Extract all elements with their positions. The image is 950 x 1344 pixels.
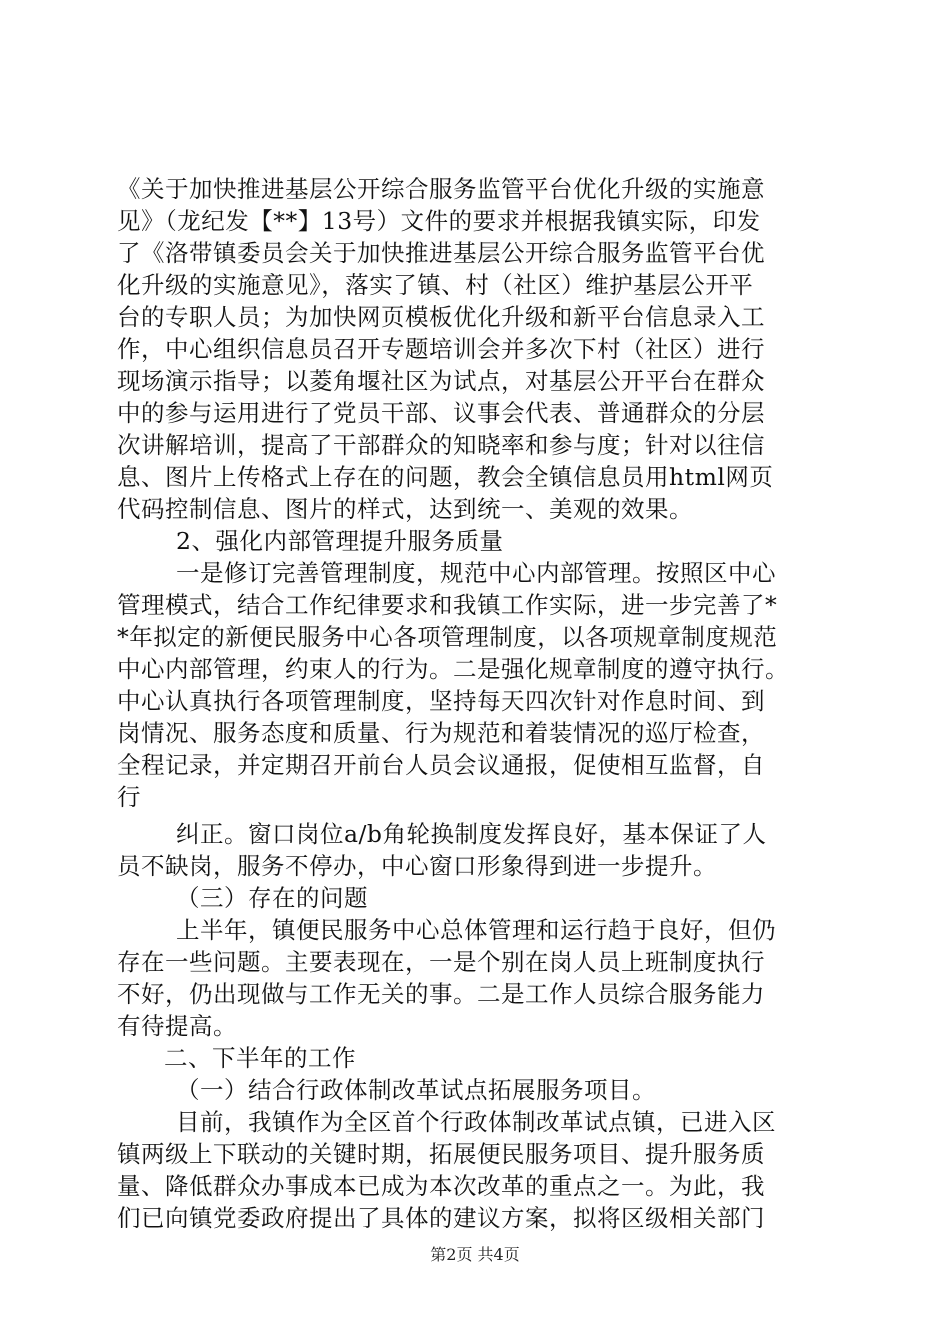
text-line: 管理模式，结合工作纪律要求和我镇工作实际，进一步完善了*: [117, 591, 778, 619]
section-heading: 2、强化内部管理提升服务质量: [176, 527, 504, 555]
text-line: 们已向镇党委政府提出了具体的建议方案，拟将区级相关部门: [117, 1204, 765, 1232]
text-line: 纠正。窗口岗位a/b角轮换制度发挥良好，基本保证了人: [176, 820, 767, 848]
text-line: *年拟定的新便民服务中心各项管理制度，以各项规章制度规范: [117, 623, 778, 651]
text-line: 化升级的实施意见》，落实了镇、村（社区）维护基层公开平: [117, 271, 754, 299]
text-line: 代码控制信息、图片的样式，达到统一、美观的效果。: [117, 495, 693, 523]
text-line: 行: [117, 783, 141, 811]
text-line: 员不缺岗，服务不停办，中心窗口形象得到进一步提升。: [117, 852, 717, 880]
text-line: 作，中心组织信息员召开专题培训会并多次下村（社区）进行: [117, 335, 765, 363]
text-line: 目前，我镇作为全区首个行政体制改革试点镇，已进入区: [176, 1108, 776, 1136]
text-line: 上半年，镇便民服务中心总体管理和运行趋于良好，但仍: [176, 916, 776, 944]
text-line: 中心内部管理，约束人的行为。二是强化规章制度的遵守执行。: [117, 655, 789, 683]
section-heading: （三）存在的问题: [176, 884, 368, 912]
text-line: 中心认真执行各项管理制度，坚持每天四次针对作息时间、到: [117, 687, 765, 715]
text-line: 了《洛带镇委员会关于加快推进基层公开综合服务监管平台优: [117, 239, 765, 267]
text-line: 现场演示指导；以菱角堰社区为试点，对基层公开平台在群众: [117, 367, 765, 395]
text-line: 量、降低群众办事成本已成为本次改革的重点之一。为此，我: [117, 1172, 765, 1200]
text-line: 一是修订完善管理制度，规范中心内部管理。按照区中心: [176, 559, 776, 587]
section-heading: （一）结合行政体制改革试点拓展服务项目。: [176, 1076, 656, 1104]
page-indicator: 第2页 共4页: [430, 1245, 520, 1264]
text-line: 次讲解培训，提高了干部群众的知晓率和参与度；针对以往信: [117, 431, 765, 459]
text-line: 镇两级上下联动的关键时期，拓展便民服务项目、提升服务质: [117, 1140, 765, 1168]
text-line: 有待提高。: [117, 1012, 237, 1040]
text-line: 不好，仍出现做与工作无关的事。二是工作人员综合服务能力: [117, 980, 765, 1008]
text-line: 全程记录，并定期召开前台人员会议通报，促使相互监督，自: [117, 751, 765, 779]
text-line: 岗情况、服务态度和质量、行为规范和着装情况的巡厅检查，: [117, 719, 765, 747]
text-line: 台的专职人员；为加快网页模板优化升级和新平台信息录入工: [117, 303, 765, 331]
text-line: 息、图片上传格式上存在的问题，教会全镇信息员用html网页: [117, 463, 774, 491]
section-heading: 二、下半年的工作: [164, 1044, 356, 1072]
text-line: 中的参与运用进行了党员干部、议事会代表、普通群众的分层: [117, 399, 765, 427]
text-line: 《关于加快推进基层公开综合服务监管平台优化升级的实施意: [117, 175, 765, 203]
text-line: 存在一些问题。主要表现在，一是个别在岗人员上班制度执行: [117, 948, 765, 976]
text-line: 见》（龙纪发【**】13号）文件的要求并根据我镇实际，印发: [117, 207, 761, 235]
